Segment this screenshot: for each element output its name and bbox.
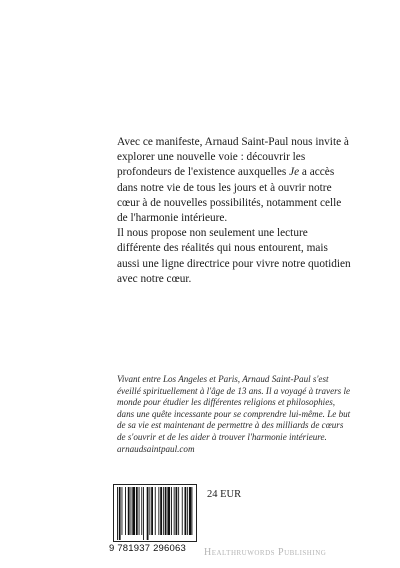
author-bio-text: Vivant entre Los Angeles et Paris, Arnaud Saint-Paul s'est éveillé spirituellement à l'âge de 13 ans. Il a voyagé à travers le monde pour étudier les différentes religions et philosophies, dans une quête incessante pour se comprendre lui-même. Le but de sa vie est maintenant de permettre à des milliards de cœurs de s'ouvrir et de les aider à trouver l'harmonie intérieure. [117, 374, 351, 442]
barcode-bar [128, 487, 130, 535]
author-bio [117, 374, 353, 455]
barcode-bar [182, 487, 183, 535]
author-website: arnaudsaintpaul.com [117, 443, 195, 454]
isbn-number: 9 781937 296063 [109, 543, 186, 554]
barcode-bar [165, 487, 167, 535]
barcode-bar [141, 487, 142, 535]
isbn-barcode [109, 484, 197, 554]
barcode-bar [139, 487, 140, 535]
barcode-frame [113, 484, 197, 542]
barcode-bar [125, 487, 126, 535]
barcode-bar [158, 487, 159, 535]
blurb-paragraph-2: Il nous propose non seulement une lecture différente des réalités qui nous entourent, mais aussi une ligne directrice pour vivre notre quotidien avec notre cœur. [117, 227, 351, 285]
barcode-bar [187, 487, 188, 535]
barcode-bar [163, 487, 164, 535]
barcode-bar [174, 487, 175, 535]
barcode-bar [143, 487, 144, 540]
barcode-bar [160, 487, 162, 535]
barcode-bar [171, 487, 172, 535]
barcode-bar [176, 487, 178, 535]
barcode-bar [149, 487, 150, 535]
barcode-bar [117, 487, 118, 540]
barcode-bar [136, 487, 138, 535]
barcode-bar [155, 487, 156, 535]
blurb-paragraph-1: Avec ce manifeste, Arnaud Saint-Paul nous invite à explorer une nouvelle voie : découvrir les profondeurs de l'existence auxquelles Je a accès dans notre vie de tous les jours et à ouvrir notre cœur à de nouvelles possibilités, notamment celle de l'harmonie intérieure. [117, 136, 349, 225]
barcode-bars [117, 487, 193, 540]
book-price: 24 EUR [207, 489, 242, 500]
barcode-bar [132, 487, 135, 535]
barcode-bar [147, 487, 149, 540]
barcode-bar [122, 487, 123, 535]
barcode-bar [189, 487, 192, 535]
barcode-bar [167, 487, 170, 535]
barcode-bar [131, 487, 132, 535]
barcode-bar [119, 487, 121, 540]
barcode-bar [185, 487, 187, 535]
publisher-name: Healthruwords Publishing [204, 547, 327, 558]
barcode-bar [178, 487, 179, 535]
barcode-bar [151, 487, 153, 535]
book-blurb [117, 135, 353, 287]
